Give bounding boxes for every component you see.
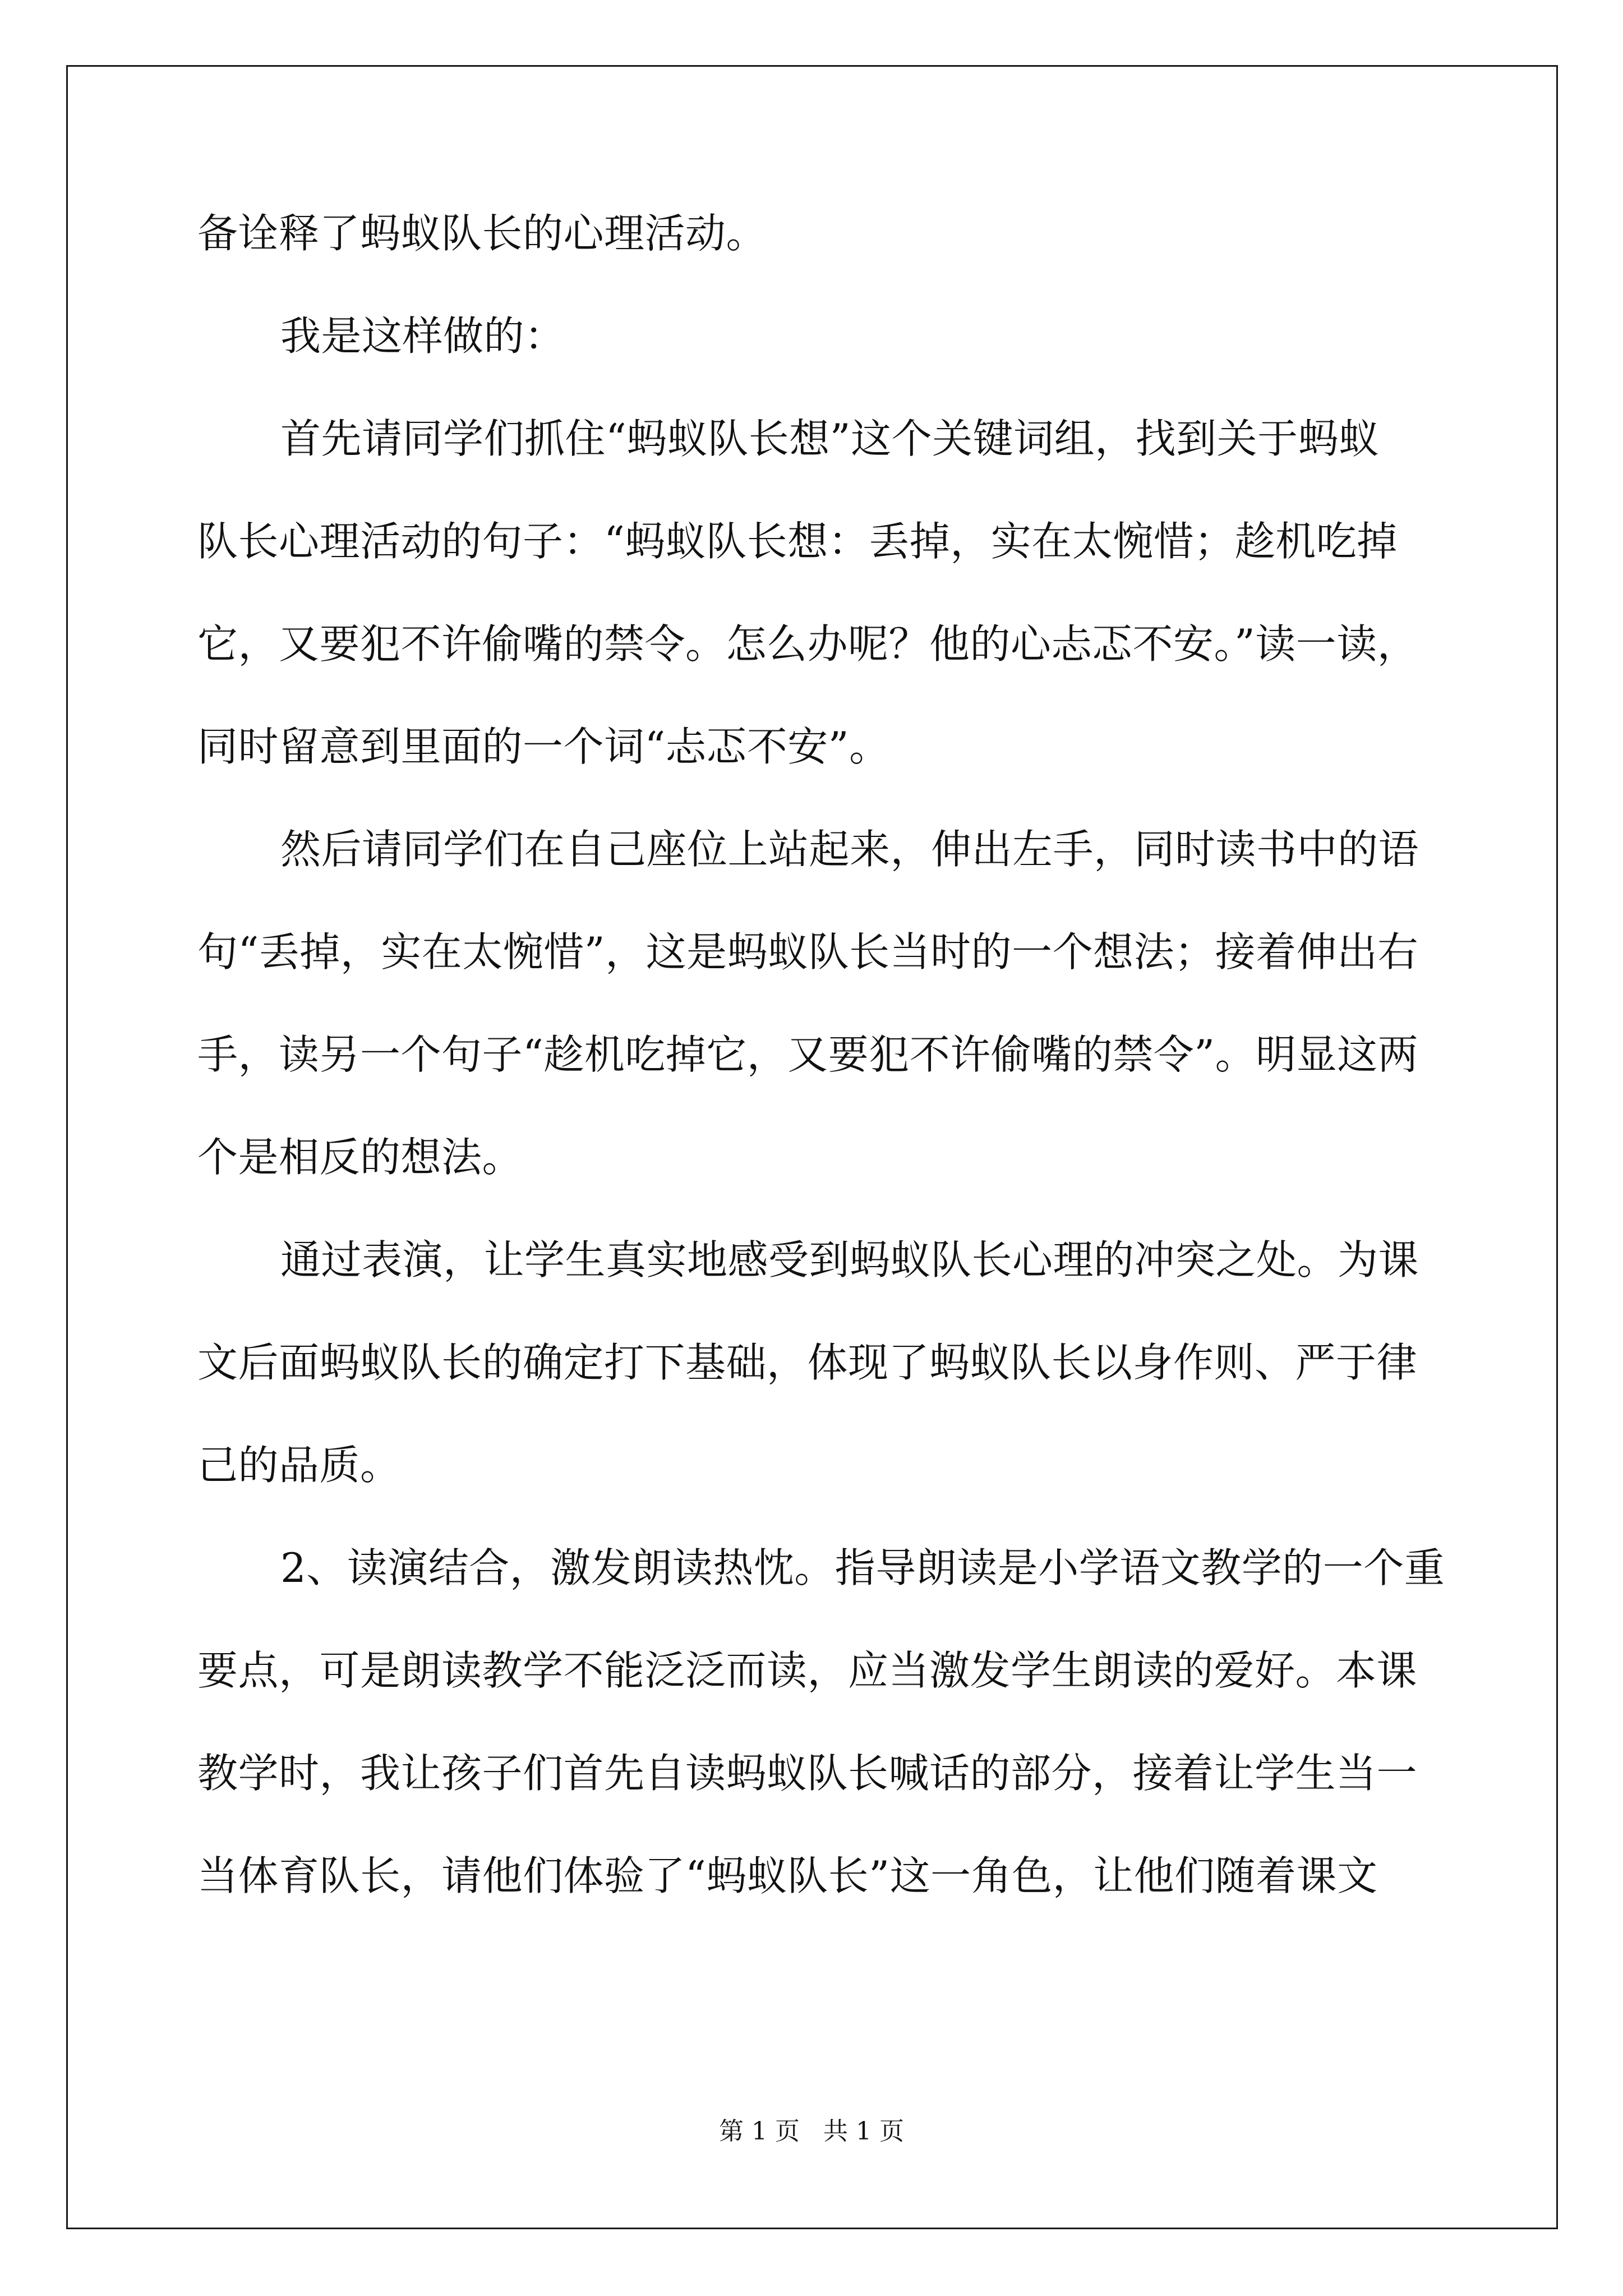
text-line: 然后请同学们在自己座位上站起来，伸出左手，同时读书中的语 — [280, 826, 1419, 873]
text-line: 教学时，我让孩子们首先自读蚂蚁队长喊话的部分，接着让学生当一 — [197, 1750, 1418, 1797]
text-line: 我是这样做的： — [280, 312, 565, 360]
text-line: 己的品质。 — [197, 1442, 401, 1489]
text-line: 通过表演，让学生真实地感受到蚂蚁队长心理的冲突之处。为课 — [280, 1236, 1419, 1283]
text-line: 要点，可是朗读教学不能泛泛而读，应当激发学生朗读的爱好。本课 — [197, 1647, 1418, 1694]
text-line: 手，读另一个句子“趁机吃掉它，又要犯不许偷嘴的禁令”。明显这两 — [197, 1031, 1419, 1078]
text-line: 文后面蚂蚁队长的确定打下基础，体现了蚂蚁队长以身作则、严于律 — [197, 1339, 1418, 1386]
text-line: 队长心理活动的句子：“蚂蚁队长想：丢掉，实在太惋惜；趁机吃掉 — [197, 518, 1398, 565]
page-number-footer: 第 1 页 共 1 页 — [719, 2117, 904, 2146]
text-line: 它，又要犯不许偷嘴的禁令。怎么办呢？他的心忐忑不安。”读一读， — [197, 620, 1418, 668]
text-line: 当体育队长，请他们体验了“蚂蚁队长”这一角色，让他们随着课文 — [197, 1852, 1378, 1899]
text-line: 个是相反的想法。 — [197, 1134, 523, 1181]
text-line: 2、读演结合，激发朗读热忱。指导朗读是小学语文教学的一个重 — [280, 1544, 1445, 1591]
text-line: 备诠释了蚂蚁队长的心理活动。 — [197, 210, 767, 257]
text-line: 首先请同学们抓住“蚂蚁队长想”这个关键词组，找到关于蚂蚁 — [280, 415, 1380, 462]
text-line: 同时留意到里面的一个词“忐忑不安”。 — [197, 723, 890, 770]
text-line: 句“丢掉，实在太惋惜”，这是蚂蚁队长当时的一个想法；接着伸出右 — [197, 928, 1419, 976]
document-body — [197, 209, 1454, 1901]
